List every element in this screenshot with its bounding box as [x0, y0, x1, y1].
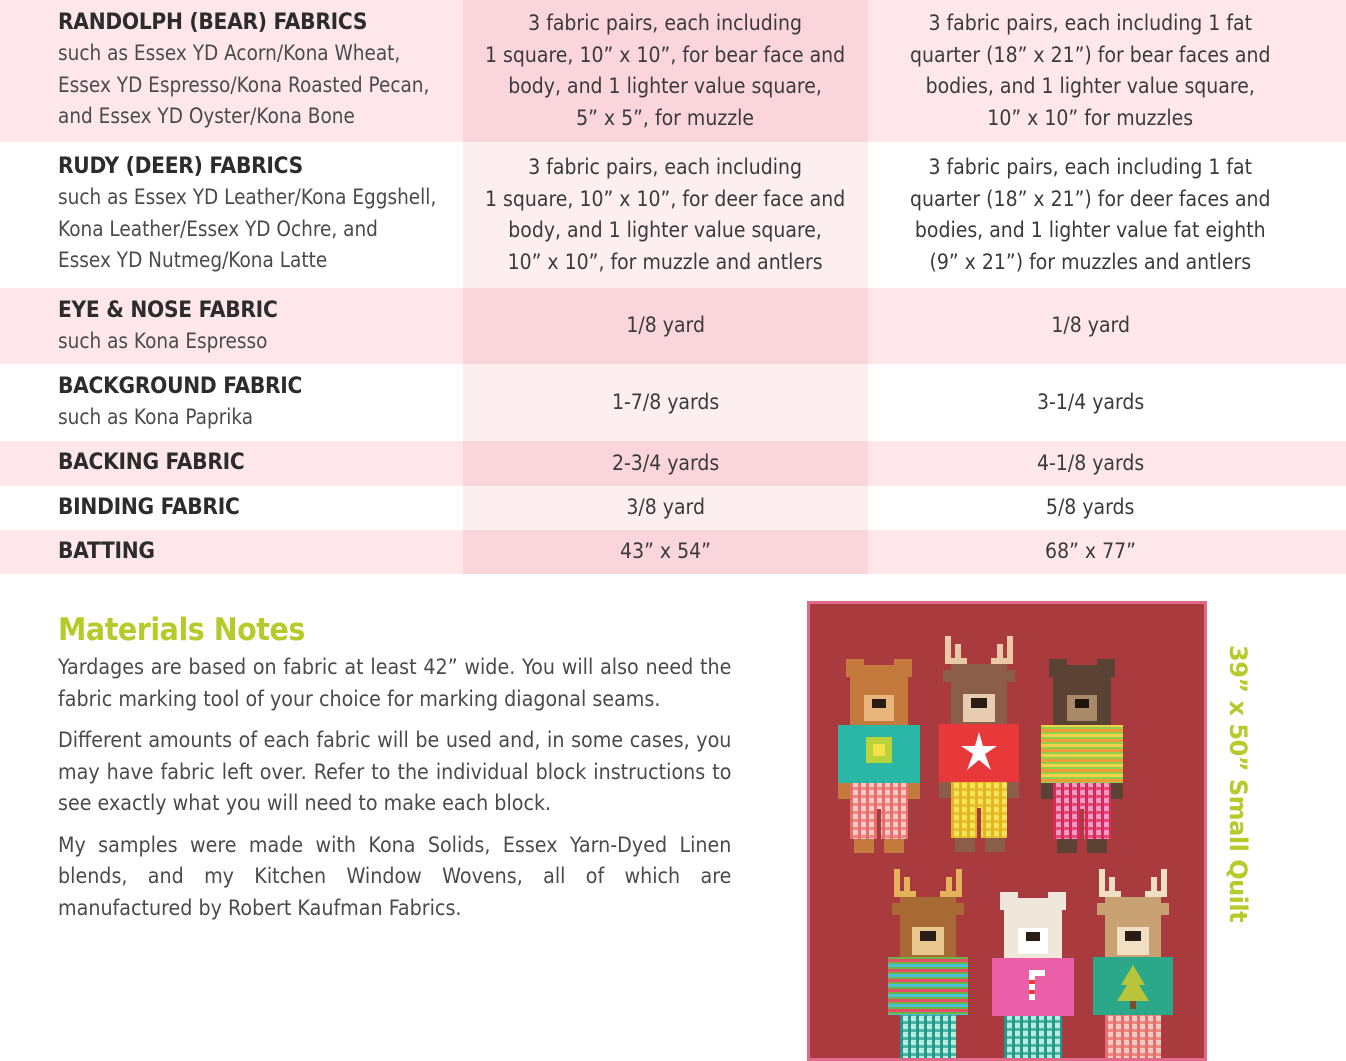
quilt-size-label: 39” x 50” Small Quilt: [1224, 645, 1252, 923]
small-quilt-amount: 3 fabric pairs, each including 1 square, 10” x 10”, for deer face and body, and 1 lighter value square, 10” x 10”, for muzzle and antlers: [485, 155, 846, 274]
small-quilt-amount: 3/8 yard: [626, 495, 705, 520]
materials-notes: [58, 610, 738, 924]
notes-paragraph: Yardages are based on fabric at least 42” wide. You will also need the fabric marking tool of your choice for marking diagonal seams.: [58, 655, 732, 711]
fabric-desc: Essex YD Espresso/Kona Roasted Pecan,: [58, 72, 430, 97]
fabric-desc: Kona Leather/Essex YD Ochre, and: [58, 216, 378, 241]
fabric-name: RUDY (DEER) FABRICS: [58, 154, 303, 179]
fabric-name: BACKGROUND FABRIC: [58, 374, 303, 399]
fabric-desc: such as Kona Paprika: [58, 405, 254, 429]
fabric-name: BINDING FABRIC: [58, 495, 240, 520]
table-row: [0, 142, 1346, 288]
fabric-name: BATTING: [58, 539, 155, 564]
fabric-desc: such as Essex YD Acorn/Kona Wheat,: [58, 41, 401, 65]
small-quilt-amount: 1/8 yard: [626, 313, 705, 338]
notes-title: Materials Notes: [58, 612, 305, 648]
small-quilt-amount: 2-3/4 yards: [611, 450, 720, 475]
table-row: [0, 364, 1346, 441]
large-quilt-amount: 1/8 yard: [1051, 313, 1130, 338]
fabric-name: BACKING FABRIC: [58, 450, 245, 475]
fabric-name: EYE & NOSE FABRIC: [58, 298, 278, 323]
fabric-desc: such as Kona Espresso: [58, 329, 268, 353]
small-quilt-amount: 1-7/8 yards: [611, 389, 720, 414]
table-row: [0, 288, 1346, 364]
large-quilt-amount: 3 fabric pairs, each including 1 fat quarter (18” x 21”) for bear faces and bodies, and 1 lighter value square, 10” x 10” for muzzles: [910, 11, 1271, 130]
small-quilt-amount: 43” x 54”: [620, 539, 711, 564]
large-quilt-amount: 3 fabric pairs, each including 1 fat quarter (18” x 21”) for deer faces and bodies, and 1 lighter value fat eighth (9” x 21”) for muzzles and antlers: [910, 155, 1271, 274]
notes-paragraph: My samples were made with Kona Solids, Essex Yarn-Dyed Linen blends, and my Kitchen Window Wovens, all of which are manufactured by Robert Kaufman Fabrics.: [58, 832, 732, 920]
small-quilt-amount: 3 fabric pairs, each including 1 square, 10” x 10”, for bear face and body, and 1 lighter value square, 5” x 5”, for muzzle: [485, 11, 846, 130]
notes-paragraph: Different amounts of each fabric will be used and, in some cases, you may have fabric left over. Refer to the individual block instructions to see exactly what you will need to make each block.: [58, 728, 732, 815]
bear-figure: [838, 659, 920, 853]
table-row: [0, 0, 1346, 142]
fabric-desc: Essex YD Nutmeg/Kona Latte: [58, 248, 328, 272]
large-quilt-amount: 5/8 yards: [1046, 495, 1135, 520]
table-row: [0, 441, 1346, 486]
deer-figure: [939, 636, 1019, 852]
large-quilt-amount: 3-1/4 yards: [1036, 389, 1145, 414]
table-row: [0, 486, 1346, 530]
deer-figure: [1093, 869, 1173, 1058]
deer-figure: [888, 869, 968, 1058]
fabric-desc: such as Essex YD Leather/Kona Eggshell,: [58, 185, 437, 209]
large-quilt-amount: 68” x 77”: [1045, 539, 1136, 564]
large-quilt-amount: 4-1/8 yards: [1036, 450, 1145, 475]
table-row: [0, 530, 1346, 574]
fabric-desc: and Essex YD Oyster/Kona Bone: [58, 104, 355, 128]
bear-figure: [992, 892, 1074, 1058]
fabric-name: RANDOLPH (BEAR) FABRICS: [58, 10, 368, 35]
quilt-illustration: [807, 601, 1207, 1061]
bear-figure: [1041, 659, 1123, 853]
